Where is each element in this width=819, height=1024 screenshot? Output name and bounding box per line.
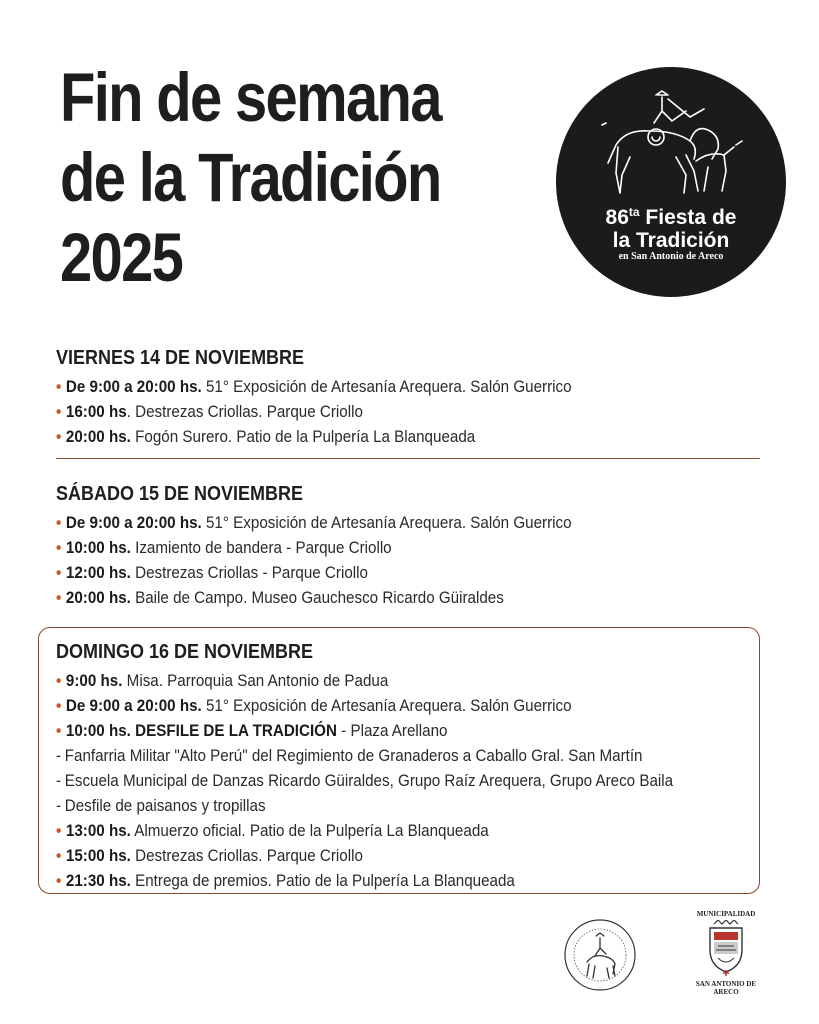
event-item (56, 819, 673, 844)
horse-rider-seal-icon (563, 918, 637, 992)
bullet-icon: • (56, 428, 62, 446)
badge-title (556, 201, 786, 252)
dash-marker: - (56, 747, 62, 765)
event-time: 10:00 hs. DESFILE DE LA TRADICIÓN (65, 722, 337, 740)
event-description: 51° Exposición de Artesanía Arequera. Salón Guerrico (201, 697, 572, 715)
bullet-icon: • (56, 722, 62, 740)
event-list (56, 375, 616, 450)
event-time: 13:00 hs. (65, 822, 131, 840)
event-item (56, 511, 572, 536)
badge-title-line-2: la Tradición (612, 229, 730, 252)
event-time: De 9:00 a 20:00 hs. (65, 378, 202, 396)
event-item (56, 561, 572, 586)
title-line-1: Fin de semana (60, 59, 441, 136)
municipal-logo-bottom: SAN ANTONIO DE ARECO (695, 980, 757, 996)
event-item (56, 794, 673, 819)
event-item (56, 869, 673, 894)
event-description: Fanfarria Militar "Alto Perú" del Regimiento de Granaderos a Caballo Gral. San Martín (64, 747, 643, 765)
event-time: 21:30 hs. (65, 872, 131, 890)
day-section-saturday (56, 481, 616, 611)
event-description: 51° Exposición de Artesanía Arequera. Salón Guerrico (201, 378, 572, 396)
event-item (56, 586, 572, 611)
event-description: - Plaza Arellano (336, 722, 448, 740)
event-list (56, 669, 727, 894)
event-description: Misa. Parroquia San Antonio de Padua (122, 672, 389, 690)
event-time: 16:00 hs (65, 403, 127, 421)
bullet-icon: • (56, 403, 62, 421)
event-item (56, 536, 572, 561)
event-time: 10:00 hs. (65, 539, 131, 557)
day-heading: DOMINGO 16 DE NOVIEMBRE (56, 641, 314, 663)
event-description: Fogón Surero. Patio de la Pulpería La Blanqueada (130, 428, 476, 446)
gaucho-horse-icon (596, 85, 746, 197)
badge-subtitle: en San Antonio de Areco (618, 251, 724, 262)
badge-number: 86 (605, 206, 629, 229)
event-description: Baile de Campo. Museo Gauchesco Ricardo Güiraldes (130, 589, 504, 607)
dash-marker: - (56, 797, 62, 815)
fiesta-badge (556, 67, 786, 297)
event-item (56, 375, 572, 400)
event-time: De 9:00 a 20:00 hs. (65, 697, 202, 715)
title-line-3: 2025 (60, 219, 183, 296)
bullet-icon: • (56, 514, 62, 532)
event-item (56, 769, 673, 794)
municipal-logo-top: MUNICIPALIDAD (696, 910, 756, 918)
event-description: Destrezas Criollas - Parque Criollo (130, 564, 368, 582)
event-description: Destrezas Criollas. Parque Criollo (130, 847, 363, 865)
bullet-icon: • (56, 564, 62, 582)
event-time: 20:00 hs. (65, 428, 131, 446)
event-time: 9:00 hs. (65, 672, 123, 690)
event-item (56, 669, 673, 694)
coat-of-arms-icon (704, 920, 748, 976)
page-title (60, 58, 441, 298)
event-time: 12:00 hs. (65, 564, 131, 582)
event-time: 20:00 hs. (65, 589, 131, 607)
event-item (56, 400, 572, 425)
day-section-friday (56, 345, 616, 450)
event-time: De 9:00 a 20:00 hs. (65, 514, 202, 532)
event-time: 15:00 hs. (65, 847, 131, 865)
event-description: Desfile de paisanos y tropillas (64, 797, 266, 815)
event-item (56, 719, 673, 744)
bullet-icon: • (56, 378, 62, 396)
event-item (56, 844, 673, 869)
event-list (56, 511, 616, 611)
bullet-icon: • (56, 697, 62, 715)
day-section-sunday (56, 639, 727, 894)
day-heading: SÁBADO 15 DE NOVIEMBRE (56, 483, 304, 505)
bullet-icon: • (56, 589, 62, 607)
bullet-icon: • (56, 672, 62, 690)
event-item (56, 694, 673, 719)
event-description: . Destrezas Criollas. Parque Criollo (126, 403, 363, 421)
day-heading: VIERNES 14 DE NOVIEMBRE (56, 347, 305, 369)
event-description: 51° Exposición de Artesanía Arequera. Salón Guerrico (201, 514, 572, 532)
event-item (56, 425, 572, 450)
bullet-icon: • (56, 539, 62, 557)
badge-ordinal: ta (628, 205, 640, 219)
dash-marker: - (56, 772, 62, 790)
badge-title-rest: Fiesta de (639, 206, 737, 229)
event-item (56, 744, 673, 769)
event-description: Izamiento de bandera - Parque Criollo (130, 539, 392, 557)
event-description: Entrega de premios. Patio de la Pulpería La Blanqueada (130, 872, 515, 890)
bullet-icon: • (56, 872, 62, 890)
event-description: Almuerzo oficial. Patio de la Pulpería La Blanqueada (130, 822, 489, 840)
bullet-icon: • (56, 822, 62, 840)
bullet-icon: • (56, 847, 62, 865)
title-line-2: de la Tradición (60, 139, 441, 216)
section-divider (56, 458, 760, 459)
event-description: Escuela Municipal de Danzas Ricardo Güiraldes, Grupo Raíz Arequera, Grupo Areco Baila (64, 772, 674, 790)
